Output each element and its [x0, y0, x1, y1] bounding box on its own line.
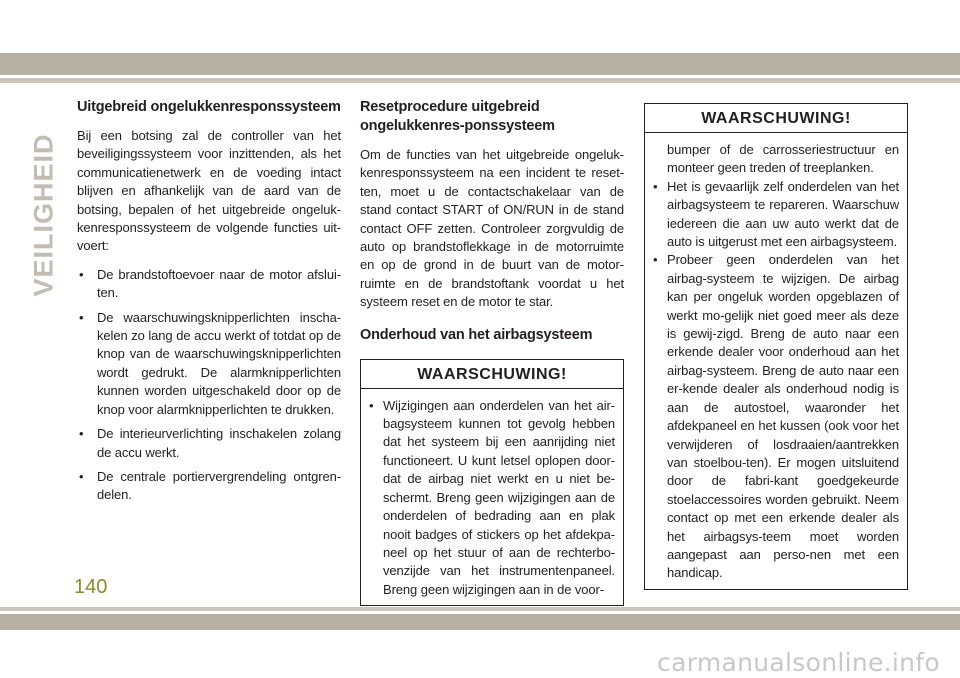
header-band: [0, 53, 960, 75]
list-item: • De interieurverlichting inschakelen zolang de accu werkt.: [77, 425, 341, 462]
list-item: • Het is gevaarlijk zelf onderdelen van het airbagsysteem te repareren. Waarschuw iedereen die aan uw auto werkt dat de auto is uitgerust met een airbagsysteem.: [653, 178, 899, 252]
page-number: 140: [74, 576, 108, 598]
warning-list: [369, 397, 615, 599]
warning-title: WAARSCHUWING!: [645, 104, 907, 133]
warning-body: [645, 133, 907, 589]
footer-rule: [0, 607, 960, 611]
section-heading-crash-response: Uitgebreid ongelukkenresponssysteem: [77, 99, 341, 115]
reset-paragraph: Om de functies van het uitgebreide ongeluk-kenresponssysteem na een incident te reset-ten, moet u de contactschakelaar van de stand contact START of ON/RUN in de stand contact OFF zetten. Controleer zorgvuldig de auto op brandstoflekkage in de motorruimte en op de grond in de buurt van de motor-ruimte en de brandstoftank voordat u het systeem reset en de motor te star.: [360, 147, 624, 310]
warning-title: WAARSCHUWING!: [361, 360, 623, 389]
column-1: [77, 98, 341, 511]
header-rule: [0, 78, 960, 83]
warning-box-continued: [644, 103, 908, 590]
intro-paragraph: Bij een botsing zal de controller van het beveiligingssysteem voor inzittenden, als het communicatienetwerk en de voeding intact blijven en afhankelijk van de aard van de botsing, bepalen of het uitgebreide ongeluk-kenresponssysteem de volgende functies uit-voert:: [77, 128, 341, 254]
footer-band: [0, 614, 960, 630]
list-item: • Wijzigingen aan onderdelen van het air-bagsysteem kunnen tot gevolg hebben dat het systeem bij een aanrijding niet functioneert. U kunt letsel oplopen door-dat de airbag niet werkt en u niet be-schermt. Breng geen wijzigingen aan de onderdelen of bedrading aan en plak nooit badges of stickers op het afdekpa-neel op het stuur of aan de rechterbo-venzijde van het instrumentenpaneel. Breng geen wijzigingen aan in de voor-: [369, 397, 615, 599]
function-list: [77, 266, 341, 505]
watermark: carmanualsonline.info: [657, 648, 940, 677]
warning-body: [361, 389, 623, 605]
section-side-tab: VEILIGHEID: [28, 133, 59, 297]
warning-box: [360, 359, 624, 606]
list-item: • De waarschuwingsknipperlichten inscha-kelen zo lang de accu werkt of totdat op de knop van de waarschuwingsknipperlichten wordt gedrukt. De alarmknipperlichten kunnen worden uitgeschakeld door op de knop voor alarmknipperlichten te drukken.: [77, 309, 341, 419]
list-item: • De brandstoftoevoer naar de motor afslui-ten.: [77, 266, 341, 303]
column-2: [360, 98, 624, 606]
section-heading-airbag-maintenance: Onderhoud van het airbagsysteem: [360, 326, 593, 343]
warning-continuation: bumper of de carrosseriestructuur en monteer geen treden of treeplanken.: [667, 142, 899, 176]
warning-list: [653, 178, 899, 583]
list-item: • De centrale portiervergrendeling ontgren-delen.: [77, 468, 341, 505]
column-3: [644, 103, 908, 590]
list-item: • Probeer geen onderdelen van het airbag-systeem te wijzigen. De airbag kan per ongeluk worden opgeblazen of werkt mo-gelijk niet goed meer als deze is gewij-zigd. Breng de auto naar een erkende dealer voor onderhoud aan het airbag-systeem. Breng de auto naar een er-kende dealer als onderhoud nodig is aan de autostoel, waaronder het afdekpaneel en het kussen (ook voor het verwijderen of losdraaien/aantrekken van stoelbou-ten). Er mogen uitsluitend door de fabri-kant goedgekeurde stoelaccessoires worden gebruikt. Neem contact op met een erkende dealer als het airbagsys-teem moet worden aangepast aan perso-nen met een handicap.: [653, 251, 899, 582]
section-heading-reset-procedure: Resetprocedure uitgebreid ongelukkenres-ponssysteem: [360, 99, 555, 134]
